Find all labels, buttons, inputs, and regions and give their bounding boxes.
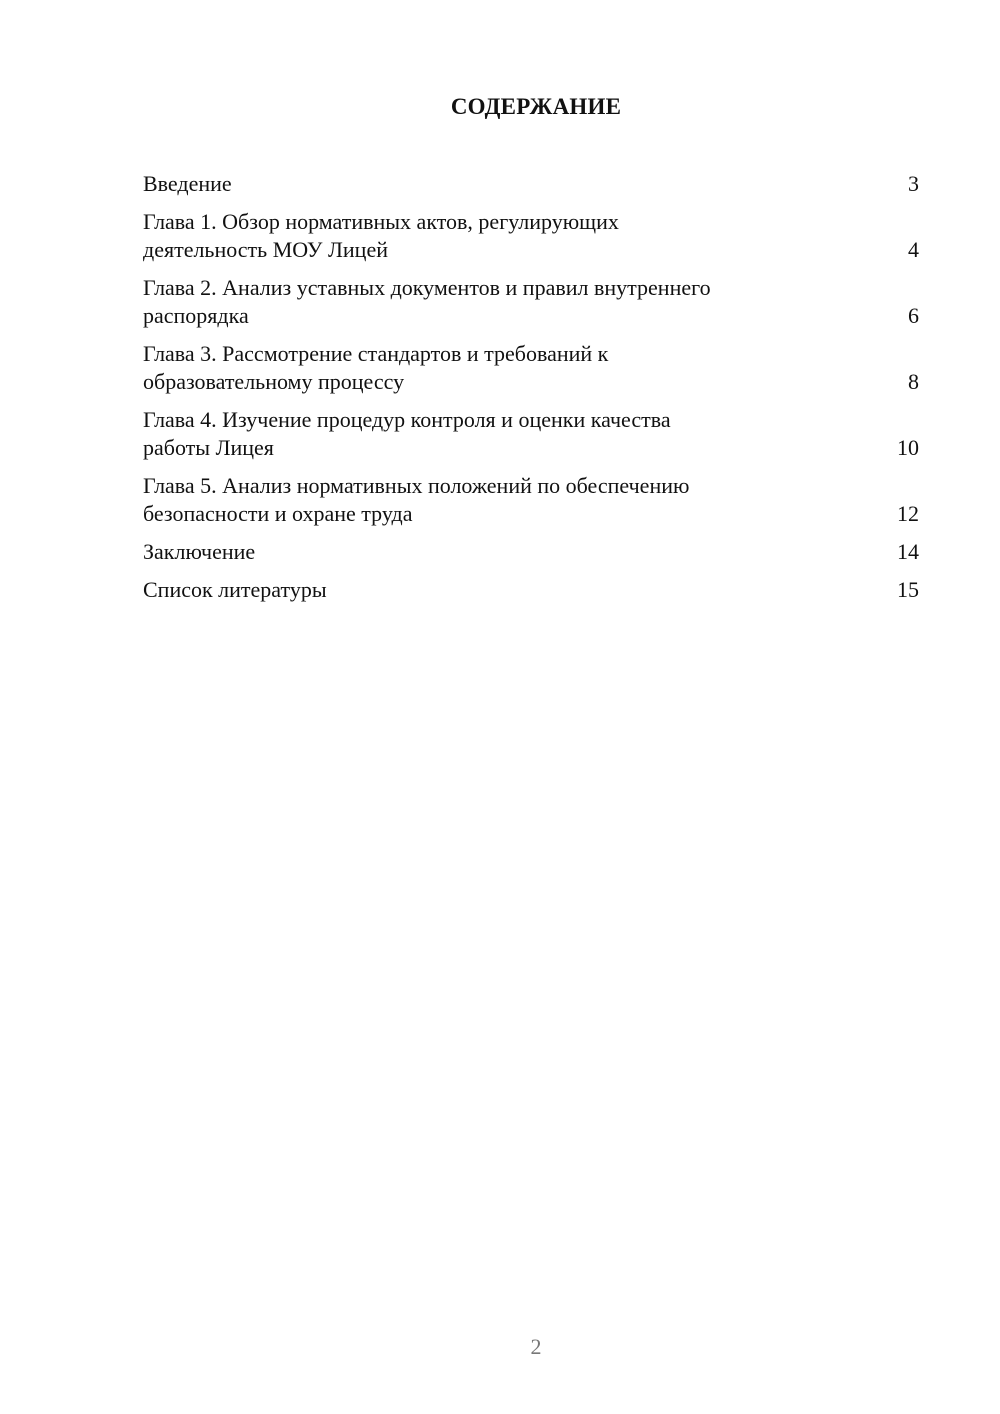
toc-entry-title [143,170,803,198]
toc-entry-references [143,576,919,604]
toc-entry-chapter-2 [143,274,919,330]
toc-entry-page: 8 [908,369,919,394]
toc-entry-line: Глава 1. Обзор нормативных актов, регулирующих [143,209,619,234]
toc-entry-line: Заключение [143,539,256,564]
toc-entry-line: Глава 2. Анализ уставных документов и правил внутреннего [143,275,711,300]
toc-entry-page: 15 [897,577,919,602]
toc-entry-page: 3 [908,171,919,196]
page-title: СОДЕРЖАНИЕ [450,94,622,119]
toc-entry-title [143,208,803,264]
toc-entry-chapter-3 [143,340,919,396]
toc-entry-page: 4 [908,237,919,262]
toc-entry-title [143,274,803,330]
toc-entry-line: Введение [143,171,232,196]
toc-entry-title [143,538,803,566]
toc-entry-line: Глава 4. Изучение процедур контроля и оценки качества [143,407,671,432]
toc-entry-line: Глава 3. Рассмотрение стандартов и требований к [143,341,609,366]
toc-entry-line: деятельность МОУ Лицей [143,237,388,262]
toc-entry-chapter-5 [143,472,919,528]
toc-entry-line: Глава 5. Анализ нормативных положений по обеспечению [143,473,690,498]
table-of-contents [143,170,919,614]
toc-entry-conclusion [143,538,919,566]
toc-entry-line: Список литературы [143,577,327,602]
toc-entry-title [143,472,803,528]
toc-entry-chapter-4 [143,406,919,462]
toc-entry-line: образовательному процессу [143,369,405,394]
toc-entry-page: 14 [897,539,919,564]
toc-entry-introduction [143,170,919,198]
toc-entry-line: безопасности и охране труда [143,501,413,526]
toc-entry-line: работы Лицея [143,435,274,460]
toc-entry-title [143,340,803,396]
toc-entry-page: 12 [897,501,919,526]
toc-entry-line: распорядка [143,303,249,328]
toc-entry-page: 10 [897,435,919,460]
toc-entry-title [143,406,803,462]
toc-entry-page: 6 [908,303,919,328]
toc-entry-chapter-1 [143,208,919,264]
page-number: 2 [530,1334,542,1359]
toc-entry-title [143,576,803,604]
